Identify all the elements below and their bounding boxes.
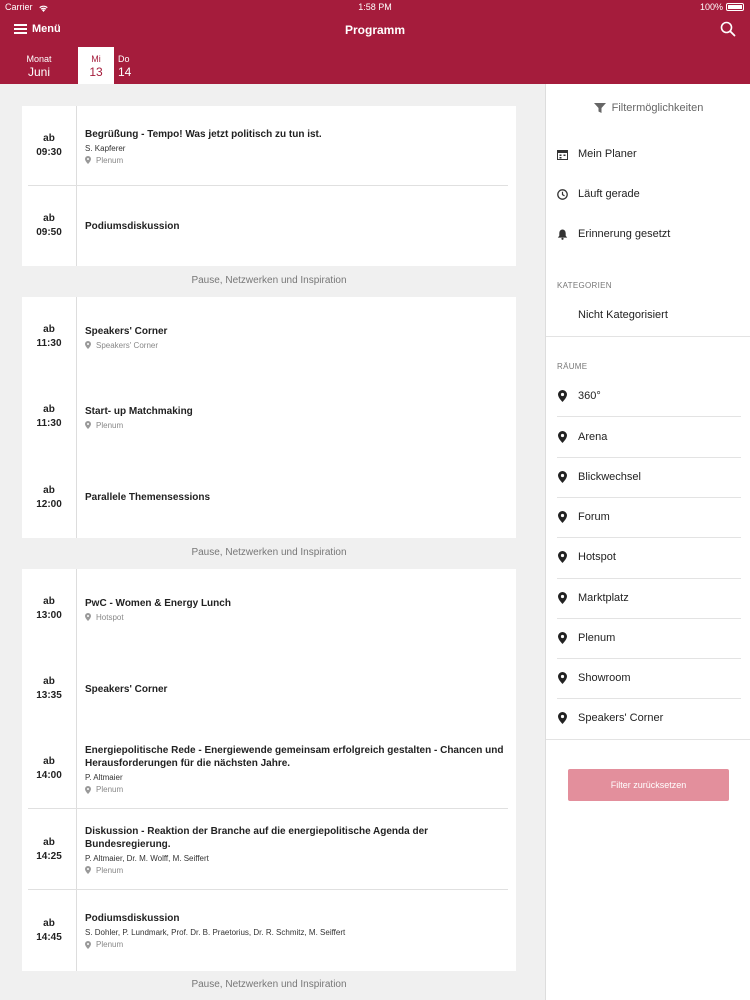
filter-my-planner[interactable] — [556, 148, 741, 160]
rooms-heading: RÄUME — [557, 362, 588, 371]
session-group — [22, 106, 516, 266]
location-pin-icon — [558, 592, 567, 604]
filter-room[interactable] — [556, 672, 741, 684]
filter-category-label: Nicht Kategorisiert — [578, 309, 668, 321]
session-group — [22, 569, 516, 971]
filter-category[interactable] — [556, 309, 741, 321]
location-pin-icon — [85, 421, 91, 429]
session-title: Start- up Matchmaking — [85, 405, 193, 417]
filter-running-now[interactable] — [556, 188, 741, 200]
location-pin-icon — [558, 712, 567, 724]
break-label: Pause, Netzwerken und Inspiration — [191, 979, 347, 990]
session-time: ab 13:00 — [22, 569, 77, 649]
filter-room[interactable] — [556, 551, 741, 563]
session-time: ab 13:35 — [22, 649, 77, 729]
clock-icon — [557, 189, 568, 200]
break-label: Pause, Netzwerken und Inspiration — [191, 275, 347, 286]
filter-my-planner-label: Mein Planer — [578, 148, 637, 160]
location-pin-icon — [85, 941, 91, 949]
filter-room-label: Arena — [578, 431, 608, 443]
session-row[interactable] — [22, 297, 516, 377]
session-title: Diskussion - Reaktion der Branche auf die energiepolitische Agenda der Bundesregierung. — [85, 825, 429, 850]
location-pin-icon — [85, 786, 91, 794]
categories-heading: KATEGORIEN — [557, 281, 612, 290]
break-label: Pause, Netzwerken und Inspiration — [191, 547, 347, 558]
filter-room[interactable] — [556, 390, 741, 402]
session-speakers: S. Dohler, P. Lundmark, Prof. Dr. B. Praetorius, Dr. R. Schmitz, M. Seiffert — [85, 928, 346, 937]
filter-room-label: Speakers' Corner — [578, 712, 664, 724]
divider — [557, 658, 741, 659]
tab-month[interactable] — [14, 47, 64, 84]
filter-room-label: Marktplatz — [578, 592, 629, 604]
session-time: ab 14:45 — [22, 890, 77, 971]
status-bar — [0, 0, 750, 14]
session-location: Plenum — [85, 421, 506, 430]
battery-status — [700, 2, 744, 12]
session-time: ab 14:25 — [22, 809, 77, 890]
divider — [557, 578, 741, 579]
page-title: Programm — [344, 23, 406, 37]
session-row[interactable] — [22, 457, 516, 538]
divider — [557, 537, 741, 538]
filter-reminder-set-label: Erinnerung gesetzt — [578, 228, 671, 240]
session-title: Podiumsdiskussion — [85, 220, 180, 232]
filter-room[interactable] — [556, 592, 741, 604]
filter-room[interactable] — [556, 511, 741, 523]
session-time: ab 09:50 — [22, 186, 77, 266]
location-pin-icon — [85, 866, 91, 874]
funnel-icon — [594, 102, 606, 114]
battery-percent: 100% — [699, 2, 723, 12]
session-time: ab 14:00 — [22, 729, 77, 809]
location-pin-icon — [85, 341, 91, 349]
filter-room-label: Plenum — [578, 632, 616, 644]
session-row[interactable] — [22, 377, 516, 457]
app-header — [0, 0, 750, 84]
filter-room[interactable] — [556, 712, 741, 724]
location-pin-icon — [558, 551, 567, 563]
session-row[interactable] — [22, 106, 516, 186]
filter-room-label: 360° — [578, 390, 601, 402]
session-row[interactable] — [22, 186, 516, 266]
session-title: Parallele Themensessions — [85, 492, 211, 503]
filter-room-label: Forum — [578, 511, 610, 523]
filter-heading-label: Filtermöglichkeiten — [611, 102, 704, 114]
carrier-text: Carrier — [5, 2, 33, 12]
bell-icon — [557, 229, 568, 240]
clock: 1:58 PM — [358, 2, 392, 12]
location-pin-icon — [558, 471, 567, 483]
tab-day-value: 13 — [89, 65, 103, 79]
tab-month-value: Juni — [27, 65, 50, 79]
filter-running-now-label: Läuft gerade — [578, 188, 640, 200]
filter-room-label: Showroom — [578, 672, 631, 684]
filter-room-label: Hotspot — [578, 551, 616, 563]
session-title: Energiepolitische Rede - Energiewende gemeinsam erfolgreich gestalten - Chancen und Herausforderungen für die nächsten Jahre. — [85, 745, 504, 769]
session-time: ab 09:30 — [22, 106, 77, 186]
session-title: PwC - Women & Energy Lunch — [85, 597, 231, 609]
session-row[interactable] — [22, 649, 516, 729]
menu-label: Menü — [32, 23, 61, 35]
session-time: ab 11:30 — [22, 297, 77, 377]
session-list — [0, 84, 545, 1000]
divider — [546, 739, 750, 740]
divider — [557, 698, 741, 699]
tab-day-active[interactable] — [78, 47, 114, 84]
session-speakers: P. Altmaier, Dr. M. Wolff, M. Seiffert — [85, 853, 209, 863]
location-pin-icon — [558, 672, 567, 684]
session-row[interactable] — [22, 729, 516, 809]
filter-heading — [546, 102, 750, 114]
location-pin-icon — [558, 431, 567, 443]
location-pin-icon — [85, 613, 91, 621]
divider — [557, 416, 741, 417]
session-row[interactable] — [22, 890, 516, 971]
reset-filter-button[interactable]: Filter zurücksetzen — [568, 769, 729, 801]
session-location: Hotspot — [85, 613, 506, 622]
session-title: Begrüßung - Tempo! Was jetzt politisch zu tun ist. — [85, 128, 322, 140]
filter-panel — [545, 84, 750, 1000]
session-location: Plenum — [85, 156, 506, 165]
session-location: Plenum — [85, 866, 506, 875]
session-speakers: P. Altmaier — [85, 773, 123, 782]
session-time: ab 11:30 — [22, 377, 77, 457]
filter-room[interactable] — [556, 431, 741, 443]
filter-room[interactable] — [556, 471, 741, 483]
divider — [546, 336, 750, 337]
divider — [557, 497, 741, 498]
session-title: Speakers' Corner — [85, 683, 168, 695]
session-group — [22, 297, 516, 538]
tab-day-label: Do — [118, 54, 130, 64]
search-icon[interactable] — [720, 21, 736, 37]
location-pin-icon — [558, 390, 567, 402]
calendar-icon — [557, 149, 568, 160]
tab-day-next[interactable] — [118, 47, 148, 84]
filter-room[interactable] — [556, 632, 741, 644]
session-row[interactable] — [22, 809, 516, 890]
filter-room-label: Blickwechsel — [578, 471, 641, 483]
location-pin-icon — [558, 511, 567, 523]
session-title: Podiumsdiskussion — [85, 913, 180, 924]
session-location: Plenum — [85, 785, 506, 794]
divider — [557, 457, 741, 458]
session-location: Speakers' Corner — [85, 341, 506, 350]
session-row[interactable] — [22, 569, 516, 649]
battery-icon — [726, 3, 744, 11]
location-pin-icon — [558, 632, 567, 644]
session-location: Plenum — [85, 940, 506, 949]
location-pin-icon — [85, 156, 91, 164]
filter-reminder-set[interactable] — [556, 228, 741, 240]
session-title: Speakers' Corner — [85, 325, 168, 337]
tab-day-value: 14 — [118, 65, 132, 79]
session-time: ab 12:00 — [22, 457, 77, 538]
divider — [557, 618, 741, 619]
tab-month-label: Monat — [26, 54, 52, 64]
session-speakers: S. Kapferer — [85, 143, 126, 153]
tab-day-label: Mi — [91, 54, 101, 64]
